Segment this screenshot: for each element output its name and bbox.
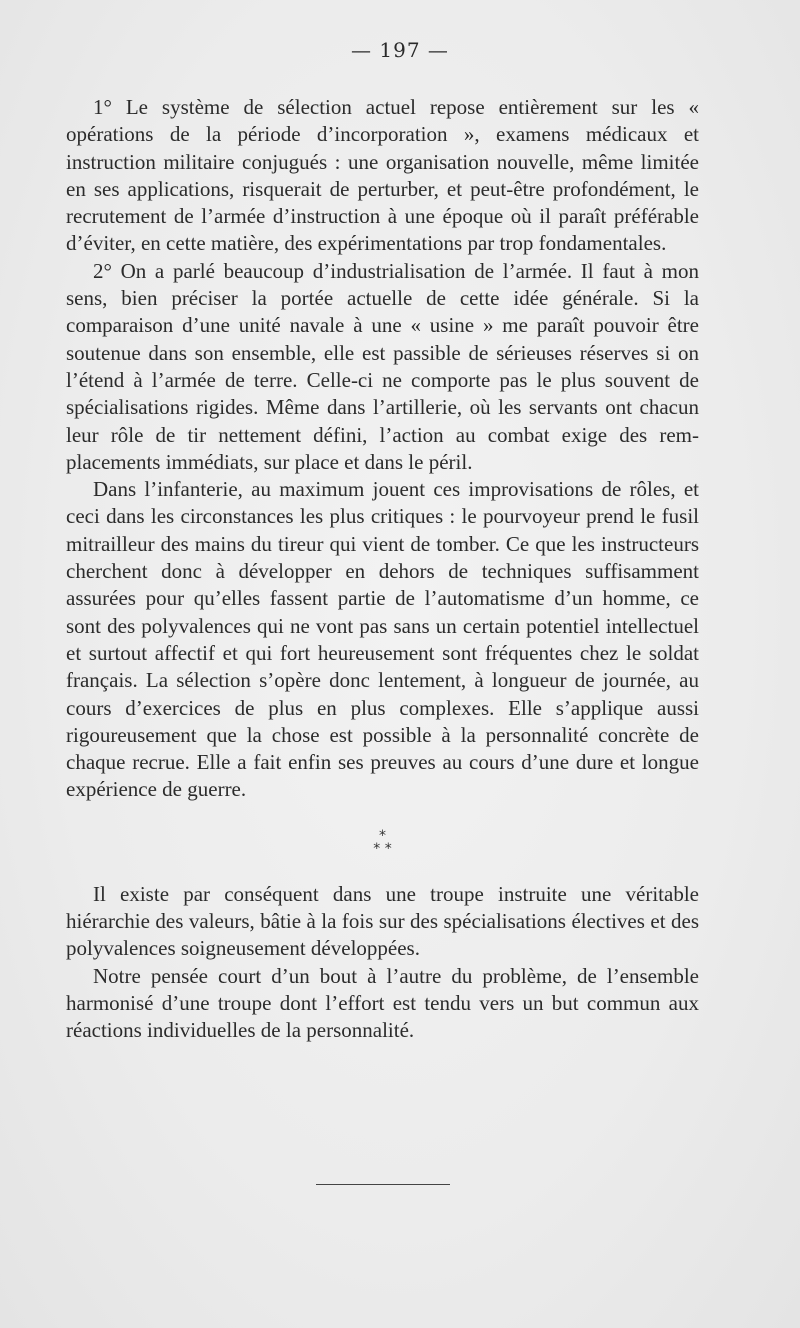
- body-text: [66, 94, 699, 1045]
- paragraph-5: Notre pensée court d’un bout à l’autre du problème, de l’ensemble harmonisé d’une troupe dont l’effort est tendu vers un but commun aux réactions individuelles de la personnalité.: [66, 963, 699, 1043]
- asterism-separator: [66, 827, 699, 857]
- paragraph-1: 1° Le système de sélection actuel repose entièrement sur les « opérations de la période d’incorporation », examens médicaux et instruction militaire conjugués : une organisation nouvelle, même limitée en ses applications, risquerait de perturber, et peut-être profondément, le recrutement de l’armée d’instruction à une époque où il paraît préférable d’éviter, en cette matière, des expérimentations par trop fondamentales.: [66, 95, 699, 256]
- end-rule-divider: [316, 1184, 450, 1185]
- paragraph-4: Il existe par conséquent dans une troupe instruite une véritable hiérarchie des valeurs, bâtie à la fois sur des spécialisations électives et des polyvalences soigneusement développées.: [66, 881, 699, 961]
- asterism-bottom: * *: [373, 840, 392, 857]
- paragraph-3: Dans l’infanterie, au maximum jouent ces improvisations de rôles, et ceci dans les circonstances les plus critiques : le pourvoyeur prend le fusil mitrailleur des mains du tireur qui vient de tomber. Ce que les instructeurs cherchent donc à développer en dehors de techniques suffisamment assurées pour qu’elles fassent partie de l’automatisme d’un homme, ce sont des polyvalences qui ne vont pas sans un certain potentiel intellectuel et surtout affectif et qui fort heureusement sont fréquentes chez le soldat français. La sélection s’opère donc lentement, à longueur de journée, au cours d’exercices de plus en plus complexes. Elle s’applique aussi rigoureusement que la chose est possible à la personnalité concrète de chaque recrue. Elle a fait enfin ses preuves au cours d’une dure et longue expérience de guerre.: [66, 477, 699, 802]
- paragraph-2: 2° On a parlé beaucoup d’industrialisation de l’armée. Il faut à mon sens, bien préciser la portée actuelle de cette idée générale. Si la comparaison d’une unité navale à une « usine » me paraît pouvoir être soutenue dans son ensemble, elle est passible de sérieuses réserves si on l’étend à l’armée de terre. Celle-ci ne comporte pas le plus souvent de spécialisations rigides. Même dans l’artillerie, où les servants ont chacun leur rôle de tir nettement défini, l’action au combat exige des remplacements immédiats, sur place et dans le péril.: [66, 258, 699, 474]
- page-number: — 197 —: [351, 38, 449, 62]
- asterism-top: *: [379, 827, 386, 844]
